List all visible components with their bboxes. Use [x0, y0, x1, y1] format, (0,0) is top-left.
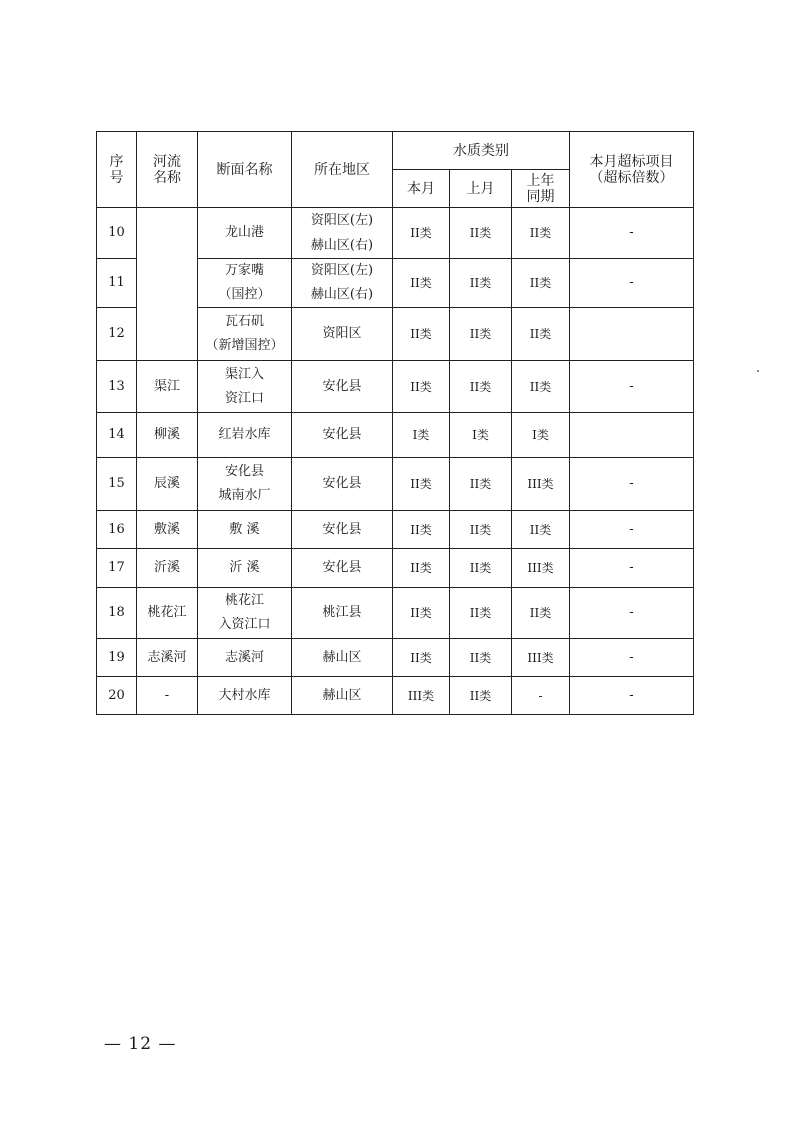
cell-region: 安化县 [292, 549, 393, 588]
cell-this-month: II类 [393, 639, 450, 677]
cell-last-month: I类 [450, 413, 512, 458]
cell-index: 16 [97, 511, 137, 549]
table-row [97, 458, 694, 511]
header-section: 断面名称 [198, 132, 292, 208]
cell-last-month: II类 [450, 588, 512, 639]
page-number: — 12 — [104, 1034, 177, 1054]
cell-section: 龙山港 [198, 208, 292, 259]
cell-last-month: II类 [450, 639, 512, 677]
cell-last-year: - [512, 677, 570, 715]
cell-this-month: III类 [393, 677, 450, 715]
cell-exceed [570, 413, 694, 458]
cell-exceed: - [570, 458, 694, 511]
cell-region: 赫山区 [292, 639, 393, 677]
cell-section: 志溪河 [198, 639, 292, 677]
header-region: 所在地区 [292, 132, 393, 208]
cell-exceed [570, 308, 694, 361]
cell-exceed: - [570, 677, 694, 715]
cell-region: 资阳区(左) 赫山区(右) [292, 259, 393, 308]
cell-index: 18 [97, 588, 137, 639]
cell-this-month: II类 [393, 549, 450, 588]
cell-this-month: I类 [393, 413, 450, 458]
cell-last-month: II类 [450, 458, 512, 511]
cell-section: 瓦石矶 （新增国控） [198, 308, 292, 361]
cell-last-month: II类 [450, 511, 512, 549]
header-this-month: 本月 [393, 170, 450, 208]
cell-last-year: II类 [512, 361, 570, 413]
cell-this-month: II类 [393, 458, 450, 511]
cell-last-month: II类 [450, 677, 512, 715]
table-row [97, 588, 694, 639]
cell-index: 13 [97, 361, 137, 413]
table-row [97, 413, 694, 458]
cell-last-year: III类 [512, 549, 570, 588]
cell-last-year: II类 [512, 259, 570, 308]
cell-section: 敷 溪 [198, 511, 292, 549]
cell-this-month: II类 [393, 511, 450, 549]
cell-river: 辰溪 [137, 458, 198, 511]
header-water-quality: 水质类别 [393, 132, 570, 170]
cell-exceed: - [570, 259, 694, 308]
cell-river: 敷溪 [137, 511, 198, 549]
scan-speck [757, 370, 759, 372]
cell-this-month: II类 [393, 208, 450, 259]
cell-river: - [137, 677, 198, 715]
cell-exceed: - [570, 511, 694, 549]
header-last-month: 上月 [450, 170, 512, 208]
cell-index: 17 [97, 549, 137, 588]
cell-exceed: - [570, 639, 694, 677]
cell-section: 桃花江 入资江口 [198, 588, 292, 639]
cell-index: 19 [97, 639, 137, 677]
header-index: 序号 [97, 132, 137, 208]
header-exceed-items: 本月超标项目（超标倍数） [570, 132, 694, 208]
cell-index: 12 [97, 308, 137, 361]
cell-last-month: II类 [450, 308, 512, 361]
table-row [97, 639, 694, 677]
water-quality-table [96, 131, 694, 715]
table-row [97, 677, 694, 715]
cell-region: 资阳区 [292, 308, 393, 361]
cell-index: 10 [97, 208, 137, 259]
header-last-year: 上年同期 [512, 170, 570, 208]
cell-exceed: - [570, 549, 694, 588]
cell-region: 安化县 [292, 413, 393, 458]
cell-last-month: II类 [450, 208, 512, 259]
header-river: 河流名称 [137, 132, 198, 208]
table-row [97, 361, 694, 413]
cell-region: 桃江县 [292, 588, 393, 639]
cell-region: 资阳区(左) 赫山区(右) [292, 208, 393, 259]
cell-region: 安化县 [292, 458, 393, 511]
cell-last-year: III类 [512, 639, 570, 677]
cell-river: 志溪河 [137, 639, 198, 677]
cell-last-month: II类 [450, 259, 512, 308]
cell-section: 渠江入 资江口 [198, 361, 292, 413]
cell-section: 红岩水库 [198, 413, 292, 458]
cell-river: 渠江 [137, 361, 198, 413]
cell-this-month: II类 [393, 361, 450, 413]
cell-region: 安化县 [292, 361, 393, 413]
cell-this-month: II类 [393, 259, 450, 308]
cell-river: 沂溪 [137, 549, 198, 588]
table-row [97, 549, 694, 588]
cell-section: 安化县 城南水厂 [198, 458, 292, 511]
cell-last-year: III类 [512, 458, 570, 511]
table-row [97, 511, 694, 549]
cell-region: 安化县 [292, 511, 393, 549]
cell-exceed: - [570, 208, 694, 259]
cell-section: 万家嘴 （国控） [198, 259, 292, 308]
cell-section: 大村水库 [198, 677, 292, 715]
cell-exceed: - [570, 361, 694, 413]
cell-last-year: II类 [512, 511, 570, 549]
table-row [97, 208, 694, 259]
cell-river [137, 208, 198, 361]
cell-index: 11 [97, 259, 137, 308]
cell-last-month: II类 [450, 361, 512, 413]
cell-last-year: I类 [512, 413, 570, 458]
cell-index: 15 [97, 458, 137, 511]
cell-section: 沂 溪 [198, 549, 292, 588]
cell-this-month: II类 [393, 588, 450, 639]
cell-this-month: II类 [393, 308, 450, 361]
cell-last-year: II类 [512, 208, 570, 259]
cell-region: 赫山区 [292, 677, 393, 715]
cell-last-year: II类 [512, 308, 570, 361]
cell-river: 桃花江 [137, 588, 198, 639]
cell-last-year: II类 [512, 588, 570, 639]
cell-index: 20 [97, 677, 137, 715]
cell-last-month: II类 [450, 549, 512, 588]
cell-index: 14 [97, 413, 137, 458]
cell-exceed: - [570, 588, 694, 639]
cell-river: 柳溪 [137, 413, 198, 458]
